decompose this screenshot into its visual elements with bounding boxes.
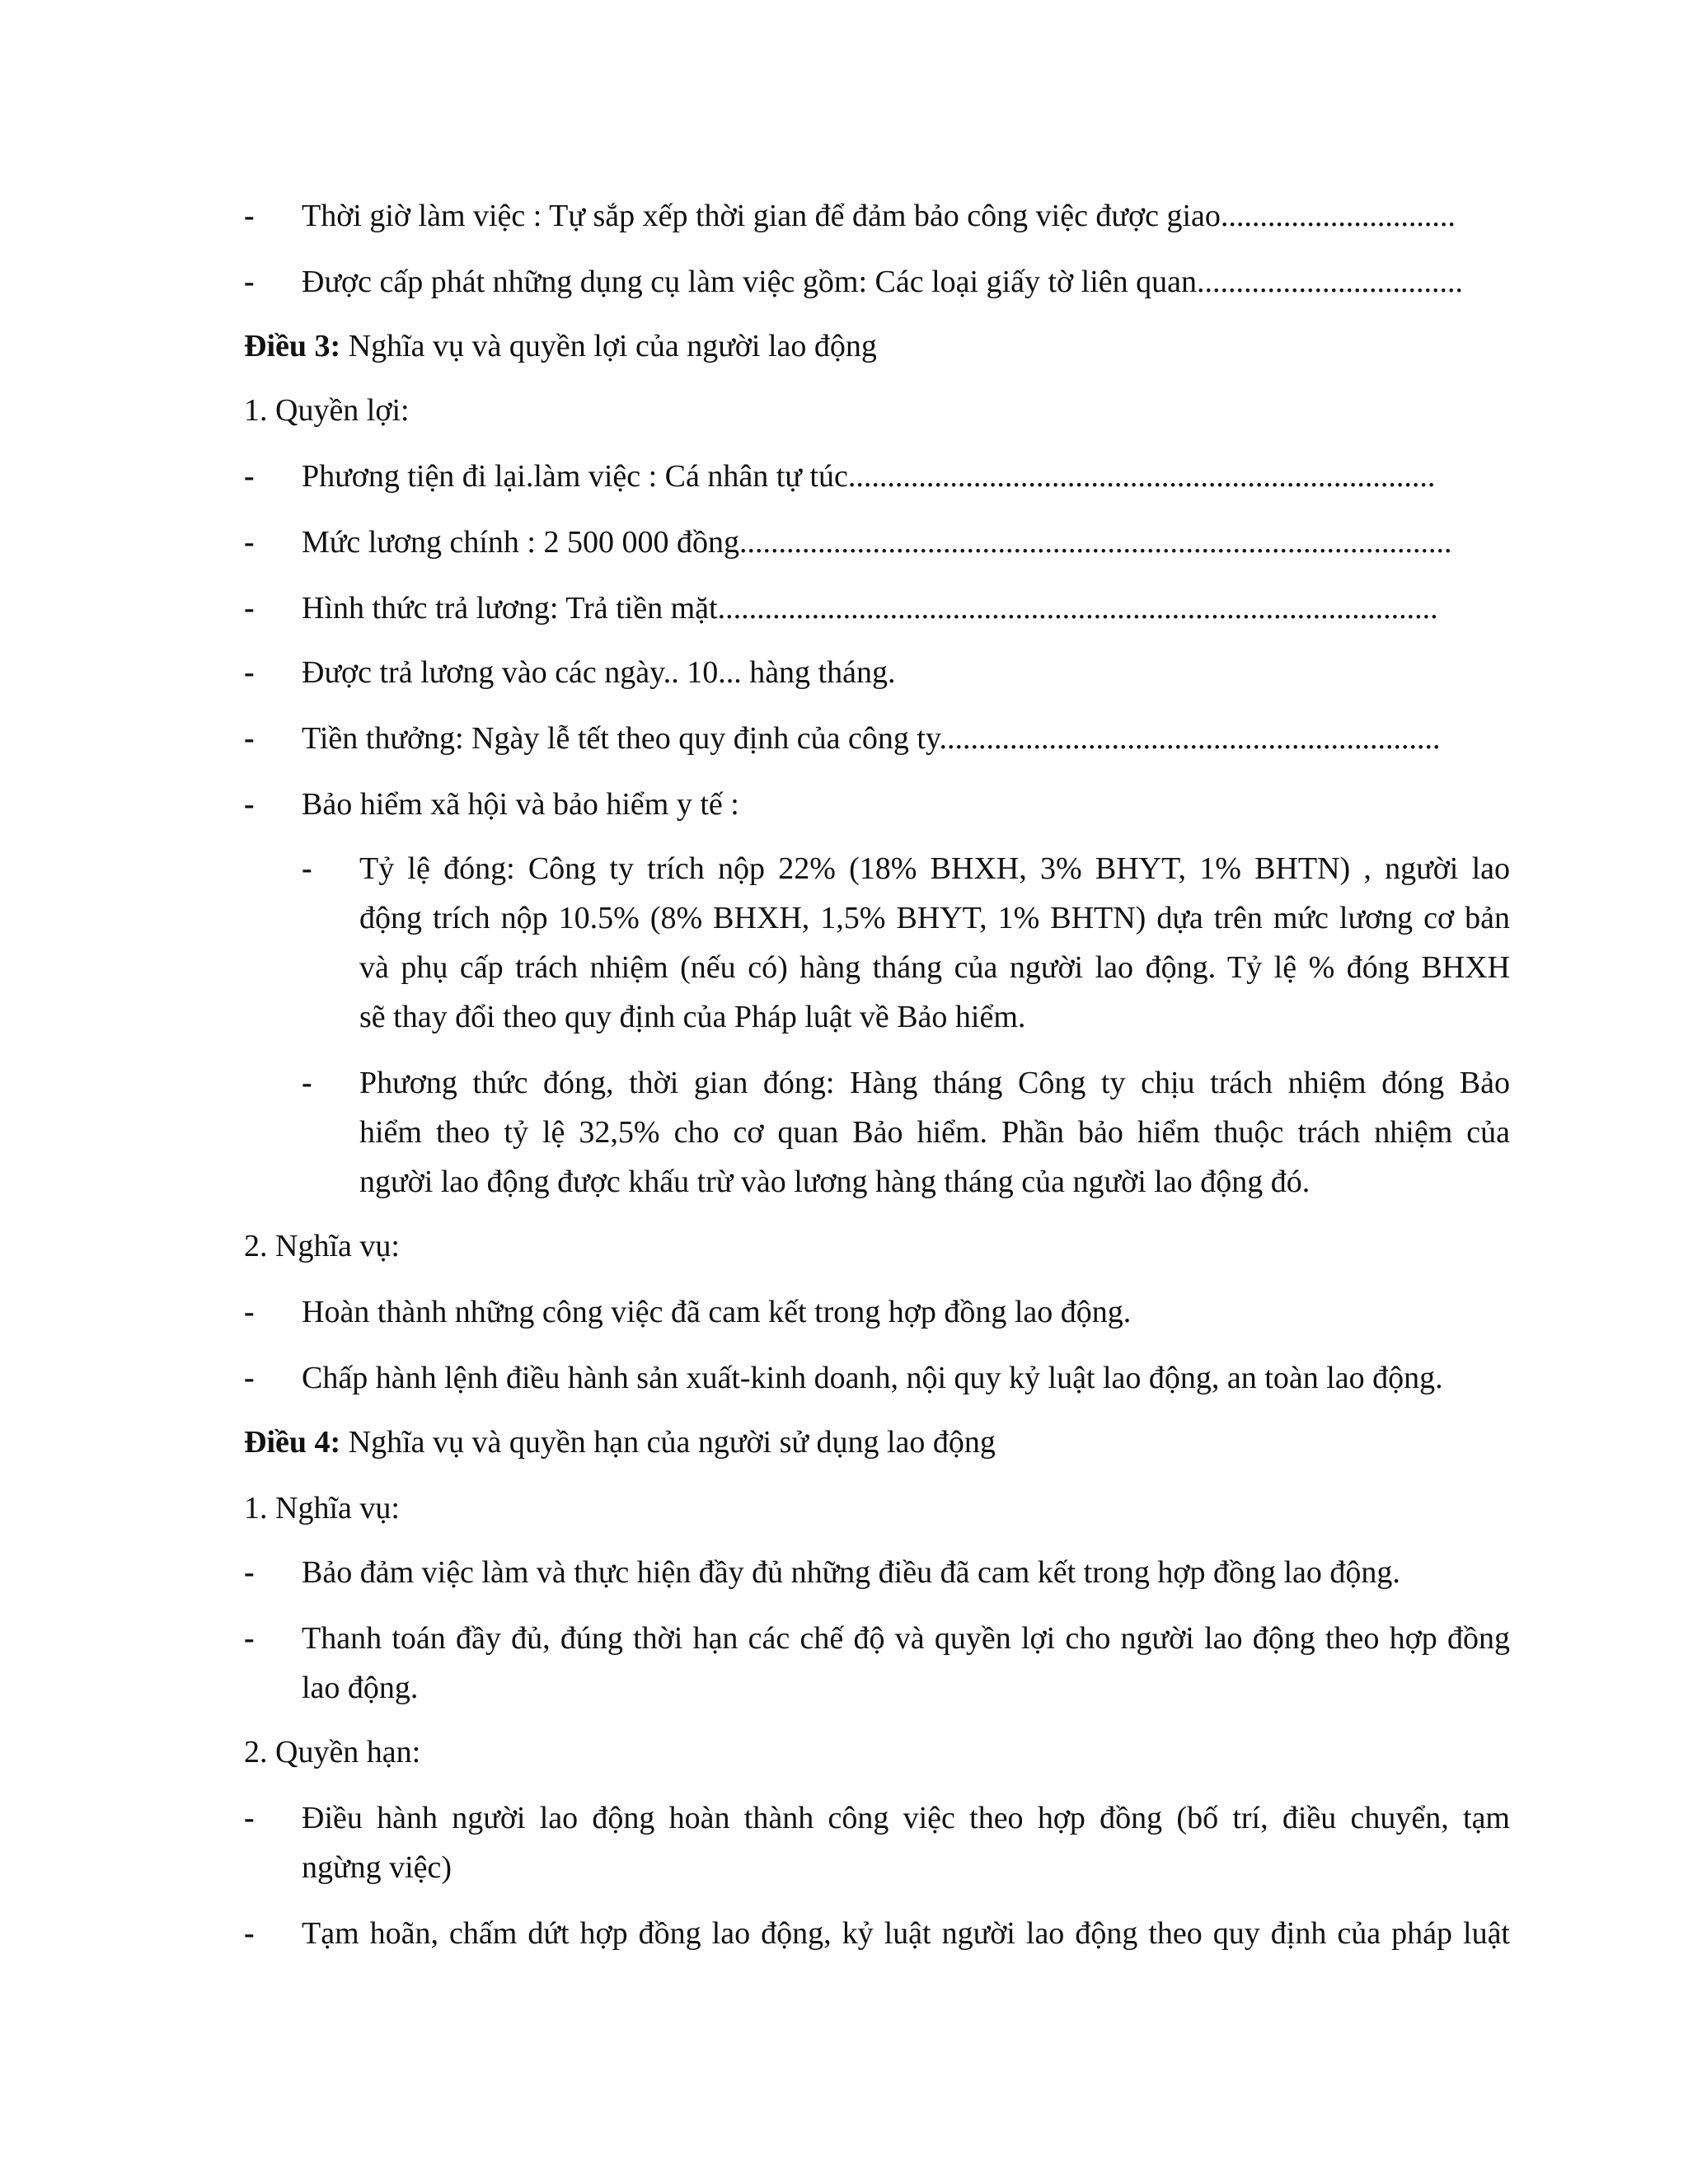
contribution-rate-line-2: động trích nộp 10.5% (8% BHXH, 1,5% BHYT, 1% BHTN) dựa trên mức lương cơ bản: [359, 901, 1510, 935]
bullet-dash: -: [244, 265, 255, 299]
contribution-rate-line-1: Tỷ lệ đóng: Công ty trích nộp 22% (18% BHXH, 3% BHYT, 1% BHTN) , người lao: [359, 851, 1510, 886]
article-3-title: Nghĩa vụ và quyền lợi của người lao động: [340, 329, 877, 363]
bullet-dash: -: [244, 1916, 255, 1951]
ensure-employment-line: Bảo đảm việc làm và thực hiện đầy đủ những điều đã cam kết trong hợp đồng lao động.: [302, 1555, 1400, 1590]
contribution-rate-line-3: và phụ cấp trách nhiệm (nếu có) hàng tháng của người lao động. Tỷ lệ % đóng BHXH: [359, 950, 1510, 985]
section-powers-heading: 2. Quyền hạn:: [244, 1735, 421, 1769]
bullet-dash: -: [244, 1361, 255, 1395]
article-4-label: Điều 4:: [244, 1425, 341, 1460]
manage-workers-line-2: ngừng việc): [302, 1850, 452, 1885]
bullet-dash: -: [244, 1801, 255, 1835]
bullet-dash: -: [244, 1295, 255, 1329]
full-payment-line-1: Thanh toán đầy đủ, đúng thời hạn các chế độ và quyền lợi cho người lao động theo hợp đồng: [302, 1621, 1510, 1656]
section-obligations-heading: 2. Nghĩa vụ:: [244, 1229, 400, 1263]
payment-schedule-line-1: Phương thức đóng, thời gian đóng: Hàng tháng Công ty chịu trách nhiệm đóng Bảo: [359, 1066, 1510, 1100]
payment-schedule-line-2: hiểm theo tỷ lệ 32,5% cho cơ quan Bảo hiểm. Phần bảo hiểm thuộc trách nhiệm của: [359, 1115, 1510, 1150]
manage-workers-line-1: Điều hành người lao động hoàn thành công việc theo hợp đồng (bố trí, điều chuyển, tạm: [302, 1801, 1510, 1835]
salary-line: Mức lương chính : 2 500 000 đồng...........................................................................................: [302, 525, 1452, 560]
insurance-line: Bảo hiểm xã hội và bảo hiểm y tế :: [302, 787, 739, 822]
comply-rules-line: Chấp hành lệnh điều hành sản xuất-kinh doanh, nội quy kỷ luật lao động, an toàn lao động.: [302, 1361, 1443, 1395]
section-rights-heading: 1. Quyền lợi:: [244, 393, 410, 428]
bullet-dash: -: [244, 459, 255, 494]
working-hours-line: Thời giờ làm việc : Tự sắp xếp thời gian để đảm bảo công việc được giao..............................: [302, 199, 1456, 233]
payment-schedule-line-3: người lao động được khấu trừ vào lương hàng tháng của người lao động đó.: [359, 1165, 1311, 1199]
suspend-contract-line: Tạm hoãn, chấm dứt hợp đồng lao động, kỷ luật người lao động theo quy định của pháp luật: [302, 1916, 1510, 1951]
pay-day-line: Được trả lương vào các ngày.. 10... hàng tháng.: [302, 655, 896, 690]
bullet-dash: -: [244, 591, 255, 626]
bullet-dash: -: [244, 525, 255, 560]
complete-work-line: Hoàn thành những công việc đã cam kết trong hợp đồng lao động.: [302, 1295, 1132, 1329]
bullet-dash: -: [244, 655, 255, 690]
bullet-dash: -: [244, 721, 255, 756]
contribution-rate-line-4: sẽ thay đổi theo quy định của Pháp luật về Bảo hiểm.: [359, 1000, 1026, 1034]
article-3-label: Điều 3:: [244, 329, 341, 363]
article-3-heading: [244, 321, 877, 371]
sub-bullet-dash: -: [302, 1066, 312, 1100]
equipment-line: Được cấp phát những dụng cụ làm việc gồm: Các loại giấy tờ liên quan..................................: [302, 265, 1463, 299]
article-4-heading: [244, 1418, 996, 1467]
full-payment-line-2: lao động.: [302, 1671, 419, 1705]
bullet-dash: -: [244, 1555, 255, 1590]
transport-line: Phương tiện đi lại.làm việc : Cá nhân tự túc...........................................................................: [302, 459, 1436, 494]
section-employer-obligations-heading: 1. Nghĩa vụ:: [244, 1491, 400, 1526]
sub-bullet-dash: -: [302, 851, 312, 886]
bonus-line: Tiền thưởng: Ngày lễ tết theo quy định của công ty................................................................: [302, 721, 1441, 756]
payment-method-line: Hình thức trả lương: Trả tiền mặt............................................................................................: [302, 591, 1438, 626]
bullet-dash: -: [244, 199, 255, 233]
bullet-dash: -: [244, 787, 255, 822]
article-4-title: Nghĩa vụ và quyền hạn của người sử dụng lao động: [340, 1425, 996, 1460]
bullet-dash: -: [244, 1621, 255, 1656]
